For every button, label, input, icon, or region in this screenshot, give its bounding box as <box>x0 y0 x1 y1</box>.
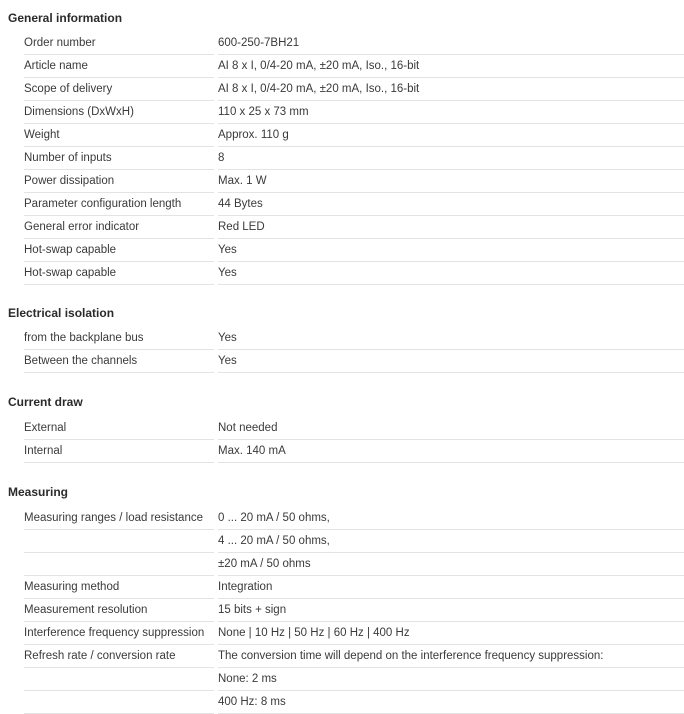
row-value: 400 Hz: 8 ms <box>218 691 684 714</box>
table-row <box>0 576 684 599</box>
table-row <box>0 691 684 714</box>
row-label <box>24 668 214 691</box>
section-title: Measuring <box>8 485 69 499</box>
table-row <box>0 350 684 373</box>
row-label: Between the channels <box>24 350 214 373</box>
row-value: Red LED <box>218 216 684 239</box>
spec-table <box>0 32 684 285</box>
row-label: Measuring ranges / load resistance <box>24 507 214 530</box>
row-value: None: 2 ms <box>218 668 684 691</box>
row-value: Yes <box>218 327 684 350</box>
row-value: Not needed <box>218 417 684 440</box>
row-label: Number of inputs <box>24 147 214 170</box>
row-value: None | 10 Hz | 50 Hz | 60 Hz | 400 Hz <box>218 622 684 645</box>
row-value: Max. 1 W <box>218 170 684 193</box>
table-row <box>0 327 684 350</box>
section-title: General information <box>8 11 123 25</box>
table-row <box>0 32 684 55</box>
row-value: Yes <box>218 239 684 262</box>
row-label: Weight <box>24 124 214 147</box>
table-row <box>0 170 684 193</box>
row-value: Yes <box>218 262 684 285</box>
row-label: Article name <box>24 55 214 78</box>
table-row <box>0 668 684 691</box>
row-value: Yes <box>218 350 684 373</box>
row-value: 8 <box>218 147 684 170</box>
row-value: AI 8 x I, 0/4-20 mA, ±20 mA, Iso., 16-bit <box>218 78 684 101</box>
row-value: ±20 mA / 50 ohms <box>218 553 684 576</box>
row-value: 15 bits + sign <box>218 599 684 622</box>
row-label: Interference frequency suppression <box>24 622 214 645</box>
table-row <box>0 417 684 440</box>
section-title: Electrical isolation <box>8 306 115 320</box>
table-row <box>0 124 684 147</box>
row-value: AI 8 x I, 0/4-20 mA, ±20 mA, Iso., 16-bit <box>218 55 684 78</box>
row-value: 600-250-7BH21 <box>218 32 684 55</box>
row-value: 44 Bytes <box>218 193 684 216</box>
table-row <box>0 599 684 622</box>
table-row <box>0 645 684 668</box>
table-row <box>0 530 684 553</box>
table-row <box>0 193 684 216</box>
row-label: Scope of delivery <box>24 78 214 101</box>
row-value: 4 ... 20 mA / 50 ohms, <box>218 530 684 553</box>
row-label <box>24 553 214 576</box>
row-label: from the backplane bus <box>24 327 214 350</box>
row-label: Parameter configuration length <box>24 193 214 216</box>
row-label: Internal <box>24 440 214 463</box>
spec-table <box>0 507 684 714</box>
table-row <box>0 622 684 645</box>
row-label: Power dissipation <box>24 170 214 193</box>
table-row <box>0 216 684 239</box>
row-label: Order number <box>24 32 214 55</box>
row-value: 110 x 25 x 73 mm <box>218 101 684 124</box>
row-value: Integration <box>218 576 684 599</box>
row-label <box>24 530 214 553</box>
row-value: The conversion time will depend on the interference frequency suppression: <box>218 645 684 668</box>
row-label: Measurement resolution <box>24 599 214 622</box>
row-value: Approx. 110 g <box>218 124 684 147</box>
table-row <box>0 262 684 285</box>
spec-table <box>0 417 684 463</box>
row-label: Measuring method <box>24 576 214 599</box>
row-label <box>24 691 214 714</box>
table-row <box>0 101 684 124</box>
table-row <box>0 147 684 170</box>
table-row <box>0 78 684 101</box>
table-row <box>0 55 684 78</box>
row-value: Max. 140 mA <box>218 440 684 463</box>
row-label: Hot-swap capable <box>24 239 214 262</box>
row-label: Hot-swap capable <box>24 262 214 285</box>
row-label: General error indicator <box>24 216 214 239</box>
table-row <box>0 507 684 530</box>
table-row <box>0 440 684 463</box>
spec-table <box>0 327 684 373</box>
row-label: Dimensions (DxWxH) <box>24 101 214 124</box>
row-value: 0 ... 20 mA / 50 ohms, <box>218 507 684 530</box>
table-row <box>0 239 684 262</box>
section-title: Current draw <box>8 395 83 409</box>
row-label: External <box>24 417 214 440</box>
row-label: Refresh rate / conversion rate <box>24 645 214 668</box>
table-row <box>0 553 684 576</box>
